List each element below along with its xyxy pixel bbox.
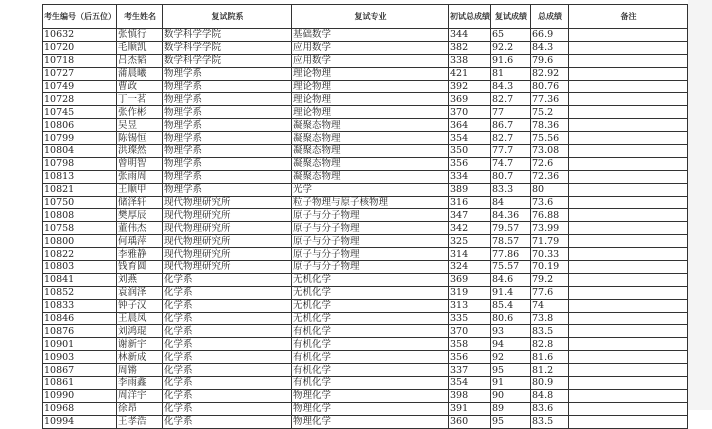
cell-total-score: 78.36 [531,119,569,132]
table-row [43,351,688,364]
cell-name: 洪璨然 [117,145,163,158]
cell-retest-score: 78.57 [491,235,531,248]
cell-total-score: 70.19 [531,261,569,274]
cell-major: 有机化学 [292,338,449,351]
cell-major: 凝聚态物理 [292,145,449,158]
cell-major: 理论物理 [292,80,449,93]
cell-major: 无机化学 [292,312,449,325]
cell-initial-score: 337 [449,364,491,377]
table-row [43,389,688,402]
cell-retest-score: 77 [491,106,531,119]
table-row [43,132,688,145]
cell-initial-score: 354 [449,132,491,145]
cell-initial-score: 325 [449,235,491,248]
cell-retest-score: 82.7 [491,93,531,106]
cell-department: 化学系 [163,273,292,286]
cell-total-score: 74 [531,299,569,312]
header-row [43,5,688,29]
cell-department: 现代物理研究所 [163,235,292,248]
cell-name: 徐昂 [117,402,163,415]
table-row [43,261,688,274]
cell-major: 凝聚态物理 [292,157,449,170]
table-row [43,222,688,235]
cell-retest-score: 80.6 [491,312,531,325]
cell-notes [569,299,688,312]
cell-department: 物理学系 [163,170,292,183]
cell-notes [569,196,688,209]
header-total-score: 总成绩 [531,5,569,29]
table-row [43,67,688,80]
cell-total-score: 83.6 [531,402,569,415]
cell-retest-score: 75.57 [491,261,531,274]
cell-notes [569,54,688,67]
header-id: 考生编号（后五位） [43,5,117,29]
cell-major: 应用数学 [292,41,449,54]
cell-retest-score: 85.4 [491,299,531,312]
cell-retest-score: 84.36 [491,209,531,222]
cell-major: 理论物理 [292,106,449,119]
cell-notes [569,415,688,428]
cell-name: 李雅静 [117,248,163,261]
cell-id: 10798 [43,157,117,170]
cell-total-score: 77.36 [531,93,569,106]
cell-initial-score: 398 [449,389,491,402]
cell-major: 基础数学 [292,29,449,42]
cell-retest-score: 74.7 [491,157,531,170]
cell-initial-score: 360 [449,415,491,428]
cell-id: 10968 [43,402,117,415]
table-row [43,145,688,158]
cell-notes [569,67,688,80]
cell-initial-score: 316 [449,196,491,209]
cell-initial-score: 344 [449,29,491,42]
cell-total-score: 80.76 [531,80,569,93]
cell-department: 物理学系 [163,132,292,145]
table-row [43,209,688,222]
cell-id: 10727 [43,67,117,80]
cell-department: 物理学系 [163,145,292,158]
cell-total-score: 79.6 [531,54,569,67]
page-margin [688,0,712,410]
cell-total-score: 75.56 [531,132,569,145]
cell-notes [569,132,688,145]
cell-name: 林新成 [117,351,163,364]
cell-department: 现代物理研究所 [163,248,292,261]
cell-name: 毛顺凯 [117,41,163,54]
cell-initial-score: 382 [449,41,491,54]
cell-major: 原子与分子物理 [292,261,449,274]
cell-initial-score: 319 [449,286,491,299]
table-row [43,157,688,170]
cell-id: 10799 [43,132,117,145]
cell-major: 有机化学 [292,364,449,377]
table-row [43,377,688,390]
cell-id: 10804 [43,145,117,158]
cell-notes [569,222,688,235]
cell-major: 凝聚态物理 [292,132,449,145]
cell-department: 数学科学学院 [163,29,292,42]
cell-name: 曹政 [117,80,163,93]
cell-name: 吕杰韬 [117,54,163,67]
cell-major: 粒子物理与原子核物理 [292,196,449,209]
cell-total-score: 73.08 [531,145,569,158]
cell-initial-score: 369 [449,93,491,106]
cell-retest-score: 92.2 [491,41,531,54]
cell-department: 物理学系 [163,183,292,196]
cell-initial-score: 370 [449,106,491,119]
cell-major: 物理化学 [292,389,449,402]
cell-id: 10806 [43,119,117,132]
cell-notes [569,389,688,402]
cell-major: 光学 [292,183,449,196]
cell-id: 10846 [43,312,117,325]
admission-results-table [42,4,688,429]
cell-total-score: 73.8 [531,312,569,325]
cell-notes [569,170,688,183]
table-row [43,235,688,248]
cell-major: 凝聚态物理 [292,119,449,132]
cell-id: 10808 [43,209,117,222]
cell-name: 周洋宇 [117,389,163,402]
cell-id: 10841 [43,273,117,286]
cell-retest-score: 91 [491,377,531,390]
cell-id: 10901 [43,338,117,351]
cell-total-score: 70.33 [531,248,569,261]
cell-retest-score: 77.86 [491,248,531,261]
cell-name: 丁一茗 [117,93,163,106]
cell-department: 化学系 [163,325,292,338]
cell-notes [569,377,688,390]
cell-notes [569,312,688,325]
header-initial-score: 初试总成绩 [449,5,491,29]
cell-retest-score: 80.7 [491,170,531,183]
cell-department: 数学科学学院 [163,54,292,67]
cell-retest-score: 95 [491,364,531,377]
cell-initial-score: 421 [449,67,491,80]
cell-notes [569,157,688,170]
cell-major: 理论物理 [292,93,449,106]
cell-name: 刘燕 [117,273,163,286]
header-notes: 备注 [569,5,688,29]
cell-notes [569,402,688,415]
cell-initial-score: 369 [449,273,491,286]
cell-retest-score: 83.3 [491,183,531,196]
table-row [43,29,688,42]
cell-retest-score: 91.4 [491,286,531,299]
cell-total-score: 81.6 [531,351,569,364]
cell-name: 李雨鑫 [117,377,163,390]
cell-initial-score: 324 [449,261,491,274]
cell-id: 10758 [43,222,117,235]
cell-total-score: 66.9 [531,29,569,42]
cell-notes [569,183,688,196]
cell-name: 王晨凤 [117,312,163,325]
cell-department: 物理学系 [163,93,292,106]
table-row [43,54,688,67]
header-retest-score: 复试成绩 [491,5,531,29]
cell-notes [569,41,688,54]
table-row [43,273,688,286]
cell-notes [569,261,688,274]
cell-id: 10990 [43,389,117,402]
table-row [43,364,688,377]
table-row [43,93,688,106]
cell-total-score: 71.79 [531,235,569,248]
cell-department: 化学系 [163,402,292,415]
cell-retest-score: 86.7 [491,119,531,132]
cell-retest-score: 94 [491,338,531,351]
cell-id: 10821 [43,183,117,196]
table-row [43,41,688,54]
cell-total-score: 80.9 [531,377,569,390]
cell-name: 王孝浩 [117,415,163,428]
cell-major: 原子与分子物理 [292,248,449,261]
cell-notes [569,273,688,286]
cell-initial-score: 391 [449,402,491,415]
cell-notes [569,93,688,106]
cell-id: 10749 [43,80,117,93]
cell-id: 10903 [43,351,117,364]
cell-department: 化学系 [163,286,292,299]
cell-department: 现代物理研究所 [163,222,292,235]
cell-retest-score: 81 [491,67,531,80]
cell-department: 现代物理研究所 [163,196,292,209]
cell-total-score: 84.8 [531,389,569,402]
cell-id: 10718 [43,54,117,67]
cell-initial-score: 370 [449,325,491,338]
cell-id: 10861 [43,377,117,390]
cell-total-score: 84.3 [531,41,569,54]
table-row [43,106,688,119]
cell-id: 10800 [43,235,117,248]
cell-major: 无机化学 [292,273,449,286]
cell-department: 数学科学学院 [163,41,292,54]
cell-department: 物理学系 [163,80,292,93]
cell-notes [569,29,688,42]
cell-initial-score: 356 [449,157,491,170]
cell-department: 化学系 [163,389,292,402]
cell-total-score: 72.6 [531,157,569,170]
cell-total-score: 83.5 [531,415,569,428]
cell-initial-score: 392 [449,80,491,93]
cell-initial-score: 335 [449,312,491,325]
cell-major: 有机化学 [292,351,449,364]
cell-total-score: 80 [531,183,569,196]
cell-initial-score: 313 [449,299,491,312]
cell-name: 王顺甲 [117,183,163,196]
cell-major: 应用数学 [292,54,449,67]
cell-id: 10632 [43,29,117,42]
table-row [43,338,688,351]
header-major: 复试专业 [292,5,449,29]
cell-name: 何瑀萍 [117,235,163,248]
cell-name: 钟子汉 [117,299,163,312]
table-row [43,402,688,415]
table-row [43,80,688,93]
cell-major: 有机化学 [292,377,449,390]
cell-id: 10876 [43,325,117,338]
cell-total-score: 73.6 [531,196,569,209]
cell-total-score: 76.88 [531,209,569,222]
cell-initial-score: 350 [449,145,491,158]
cell-id: 10994 [43,415,117,428]
cell-retest-score: 92 [491,351,531,364]
cell-id: 10750 [43,196,117,209]
cell-total-score: 73.99 [531,222,569,235]
cell-major: 理论物理 [292,67,449,80]
cell-name: 吴昱 [117,119,163,132]
header-department: 复试院系 [163,5,292,29]
cell-total-score: 79.2 [531,273,569,286]
cell-initial-score: 342 [449,222,491,235]
cell-department: 化学系 [163,351,292,364]
cell-major: 物理化学 [292,415,449,428]
cell-retest-score: 91.6 [491,54,531,67]
cell-id: 10822 [43,248,117,261]
cell-notes [569,286,688,299]
cell-retest-score: 90 [491,389,531,402]
table-row [43,170,688,183]
cell-total-score: 83.5 [531,325,569,338]
cell-initial-score: 358 [449,338,491,351]
cell-name: 周锵 [117,364,163,377]
cell-total-score: 82.8 [531,338,569,351]
cell-notes [569,145,688,158]
cell-name: 袁润泽 [117,286,163,299]
cell-id: 10745 [43,106,117,119]
cell-major: 物理化学 [292,402,449,415]
cell-retest-score: 95 [491,415,531,428]
table-row [43,119,688,132]
cell-id: 10852 [43,286,117,299]
table-row [43,312,688,325]
cell-total-score: 75.2 [531,106,569,119]
cell-initial-score: 354 [449,377,491,390]
cell-name: 储泽轩 [117,196,163,209]
cell-id: 10803 [43,261,117,274]
cell-retest-score: 65 [491,29,531,42]
cell-department: 物理学系 [163,157,292,170]
cell-total-score: 72.36 [531,170,569,183]
cell-retest-score: 89 [491,402,531,415]
cell-retest-score: 84 [491,196,531,209]
cell-retest-score: 84.3 [491,80,531,93]
cell-retest-score: 84.6 [491,273,531,286]
table-row [43,286,688,299]
cell-major: 原子与分子物理 [292,235,449,248]
cell-notes [569,106,688,119]
cell-total-score: 81.2 [531,364,569,377]
cell-id: 10813 [43,170,117,183]
cell-notes [569,235,688,248]
cell-name: 曾明智 [117,157,163,170]
cell-major: 无机化学 [292,286,449,299]
cell-notes [569,209,688,222]
cell-notes [569,351,688,364]
cell-department: 化学系 [163,338,292,351]
table-row [43,325,688,338]
cell-department: 现代物理研究所 [163,261,292,274]
cell-id: 10720 [43,41,117,54]
cell-name: 张雨周 [117,170,163,183]
cell-name: 谢新宇 [117,338,163,351]
cell-initial-score: 389 [449,183,491,196]
cell-initial-score: 314 [449,248,491,261]
cell-department: 物理学系 [163,119,292,132]
cell-name: 董伟杰 [117,222,163,235]
cell-department: 化学系 [163,364,292,377]
table-row [43,415,688,428]
cell-total-score: 82.92 [531,67,569,80]
cell-retest-score: 77.7 [491,145,531,158]
cell-notes [569,119,688,132]
cell-department: 化学系 [163,299,292,312]
cell-id: 10833 [43,299,117,312]
cell-notes [569,248,688,261]
header-name: 考生姓名 [117,5,163,29]
cell-major: 原子与分子物理 [292,222,449,235]
cell-id: 10867 [43,364,117,377]
cell-initial-score: 334 [449,170,491,183]
cell-id: 10728 [43,93,117,106]
cell-retest-score: 93 [491,325,531,338]
cell-initial-score: 364 [449,119,491,132]
cell-name: 刘鸿琨 [117,325,163,338]
cell-initial-score: 356 [449,351,491,364]
cell-notes [569,338,688,351]
table-row [43,196,688,209]
cell-name: 张作彬 [117,106,163,119]
cell-major: 有机化学 [292,325,449,338]
cell-major: 凝聚态物理 [292,170,449,183]
table-body [43,29,688,429]
cell-department: 化学系 [163,415,292,428]
cell-department: 现代物理研究所 [163,209,292,222]
cell-department: 化学系 [163,377,292,390]
table-row [43,248,688,261]
cell-retest-score: 79.57 [491,222,531,235]
table-row [43,299,688,312]
cell-department: 物理学系 [163,67,292,80]
cell-initial-score: 347 [449,209,491,222]
cell-department: 化学系 [163,312,292,325]
cell-notes [569,80,688,93]
cell-major: 无机化学 [292,299,449,312]
cell-retest-score: 82.7 [491,132,531,145]
cell-initial-score: 338 [449,54,491,67]
cell-major: 原子与分子物理 [292,209,449,222]
cell-name: 陈锡恒 [117,132,163,145]
cell-name: 蒲晨曦 [117,67,163,80]
cell-name: 樊厚辰 [117,209,163,222]
cell-notes [569,364,688,377]
cell-department: 物理学系 [163,106,292,119]
table-row [43,183,688,196]
cell-name: 钱育圆 [117,261,163,274]
cell-notes [569,325,688,338]
cell-total-score: 77.6 [531,286,569,299]
cell-name: 张慎行 [117,29,163,42]
